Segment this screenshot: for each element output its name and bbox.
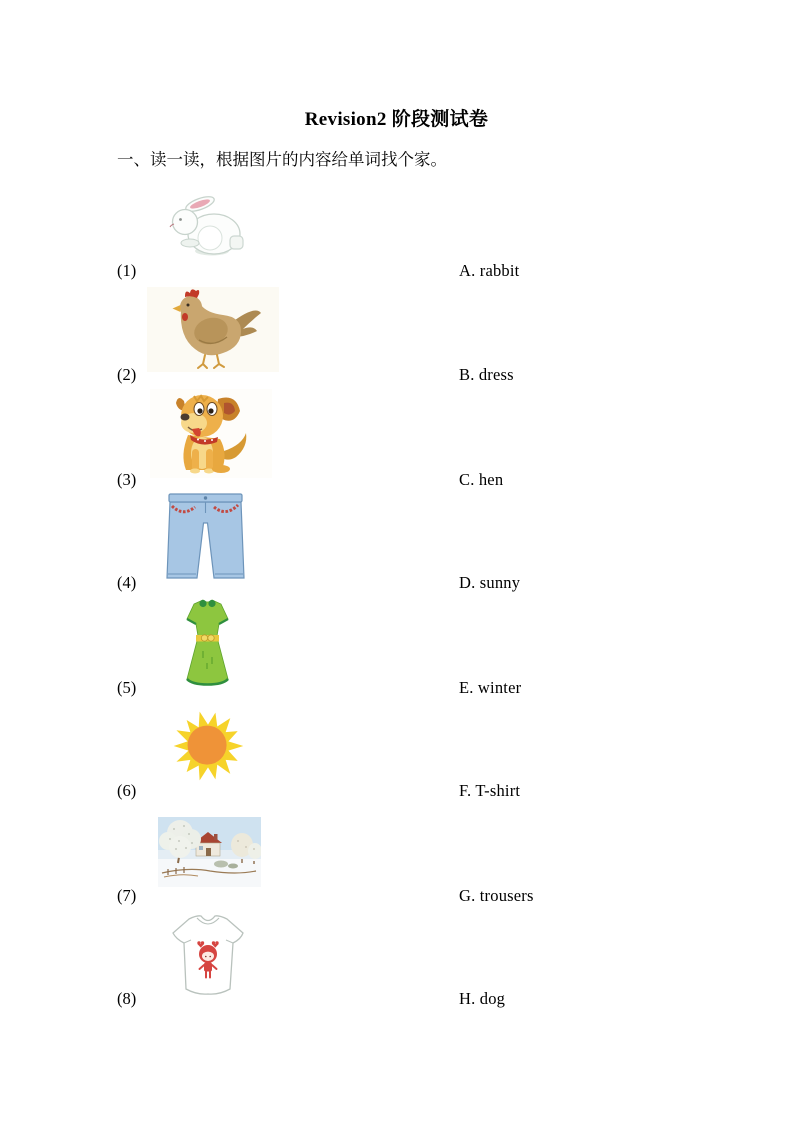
tshirt-image (171, 913, 245, 996)
item-number: (6) (117, 781, 137, 800)
item-number: (4) (117, 573, 137, 592)
page-title: Revision2 阶段测试卷 (304, 109, 489, 130)
hen-image (147, 287, 279, 372)
option-label: B. dress (459, 365, 514, 384)
option-label: E. winter (459, 678, 522, 697)
item-number: (2) (117, 365, 137, 384)
item-number: (7) (117, 886, 137, 905)
option-label: H. dog (459, 989, 506, 1008)
rabbit-image (166, 193, 252, 260)
item-number: (3) (117, 470, 137, 489)
sun-image (171, 707, 245, 785)
winter-scene-image (158, 817, 261, 887)
option-label: G. trousers (459, 886, 534, 905)
option-label: A. rabbit (459, 261, 520, 280)
option-label: D. sunny (459, 573, 521, 592)
option-label: F. T-shirt (459, 781, 521, 800)
item-number: (8) (117, 989, 137, 1008)
item-number: (5) (117, 678, 137, 697)
dress-image (179, 599, 236, 686)
trousers-image (166, 491, 245, 581)
item-number: (1) (117, 261, 137, 280)
option-label: C. hen (459, 470, 504, 489)
section-instruction: 一、读一读，根据图片的内容给单词找个家。 (117, 150, 447, 169)
dog-image (150, 389, 272, 478)
